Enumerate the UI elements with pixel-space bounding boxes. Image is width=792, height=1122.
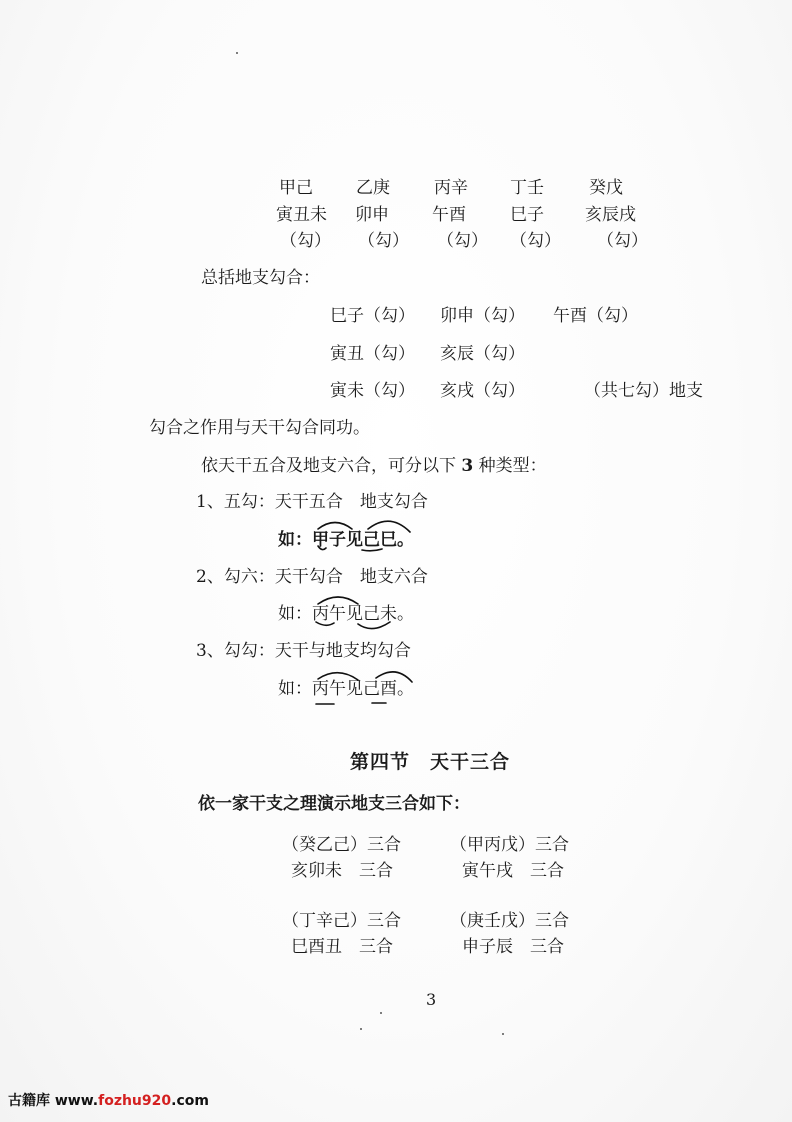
annotation-arc [318, 523, 352, 530]
table1-cell: 卯申 [355, 205, 389, 225]
table1-cell: 午酉 [432, 205, 466, 225]
annotation-underline [316, 622, 334, 625]
type-label: 2、勾六：天干勾合 地支六合 [196, 567, 428, 587]
continuation-text: 勾合之作用与天干勾合同功。 [149, 418, 370, 438]
scan-speck [236, 52, 238, 54]
annotation-arc [368, 521, 410, 532]
table1-cell: 巳子 [510, 205, 544, 225]
summary-item: 亥辰（勾） [440, 344, 525, 364]
annotation-arc [376, 672, 412, 682]
triad-item: 亥卯未 三合 [291, 861, 393, 881]
table1-cell: 丙辛 [434, 178, 468, 198]
page-number: 3 [426, 990, 437, 1009]
table1-cell: 乙庚 [356, 178, 390, 198]
triad-item: （甲丙戊）三合 [450, 835, 569, 855]
table1-cell: （勾） [280, 231, 331, 251]
triad-item: （庚壬戊）三合 [450, 911, 569, 931]
table1-cell: （勾） [597, 231, 648, 251]
table1-cell: 甲己 [279, 178, 313, 198]
table1-cell: （勾） [358, 231, 409, 251]
section-title: 第四节 天干三合 [350, 751, 511, 773]
table1-cell: 亥辰戌 [585, 205, 636, 225]
summary-item: （共七勾）地支 [584, 381, 703, 401]
summary-item: 亥戌（勾） [440, 381, 525, 401]
summary-label: 总括地支勾合： [201, 268, 320, 288]
table1-cell: （勾） [437, 231, 488, 251]
summary-item: 巳子（勾） [330, 306, 415, 326]
section-intro: 依一家干支之理演示地支三合如下： [198, 794, 470, 814]
type-example: 如：甲子见己巳。 [278, 530, 414, 550]
types-intro: 依天干五合及地支六合，可分以下 3 种类型： [201, 456, 547, 476]
site-watermark: 古籍库 www.fozhu920.com [8, 1093, 209, 1109]
triad-item: 巳酉丑 三合 [291, 937, 393, 957]
annotation-underline [318, 546, 326, 550]
triad-item: （丁辛己）三合 [282, 911, 401, 931]
scan-speck [360, 1028, 362, 1030]
annotation-underline [362, 549, 382, 551]
table1-cell: 丁壬 [510, 178, 544, 198]
scan-speck [502, 1033, 504, 1035]
annotation-underline [358, 622, 390, 629]
type-label: 3、勾勾：天干与地支均勾合 [196, 641, 411, 661]
summary-item: 卯申（勾） [440, 306, 525, 326]
table1-cell: 癸戊 [589, 178, 623, 198]
triad-item: 申子辰 三合 [462, 937, 564, 957]
table1-cell: 寅丑未 [276, 205, 327, 225]
type-label: 1、五勾：天干五合 地支勾合 [196, 492, 428, 512]
summary-item: 寅丑（勾） [330, 344, 415, 364]
scan-speck [380, 1012, 382, 1014]
annotation-arc [318, 673, 358, 680]
summary-item: 寅未（勾） [330, 381, 415, 401]
type-example: 如：丙午见己未。 [278, 604, 414, 624]
triad-item: （癸乙己）三合 [282, 835, 401, 855]
table1-cell: （勾） [510, 231, 561, 251]
annotation-arc [318, 597, 358, 604]
triad-item: 寅午戌 三合 [462, 861, 564, 881]
summary-item: 午酉（勾） [553, 306, 638, 326]
type-example: 如：丙午见己酉。 [278, 679, 414, 699]
